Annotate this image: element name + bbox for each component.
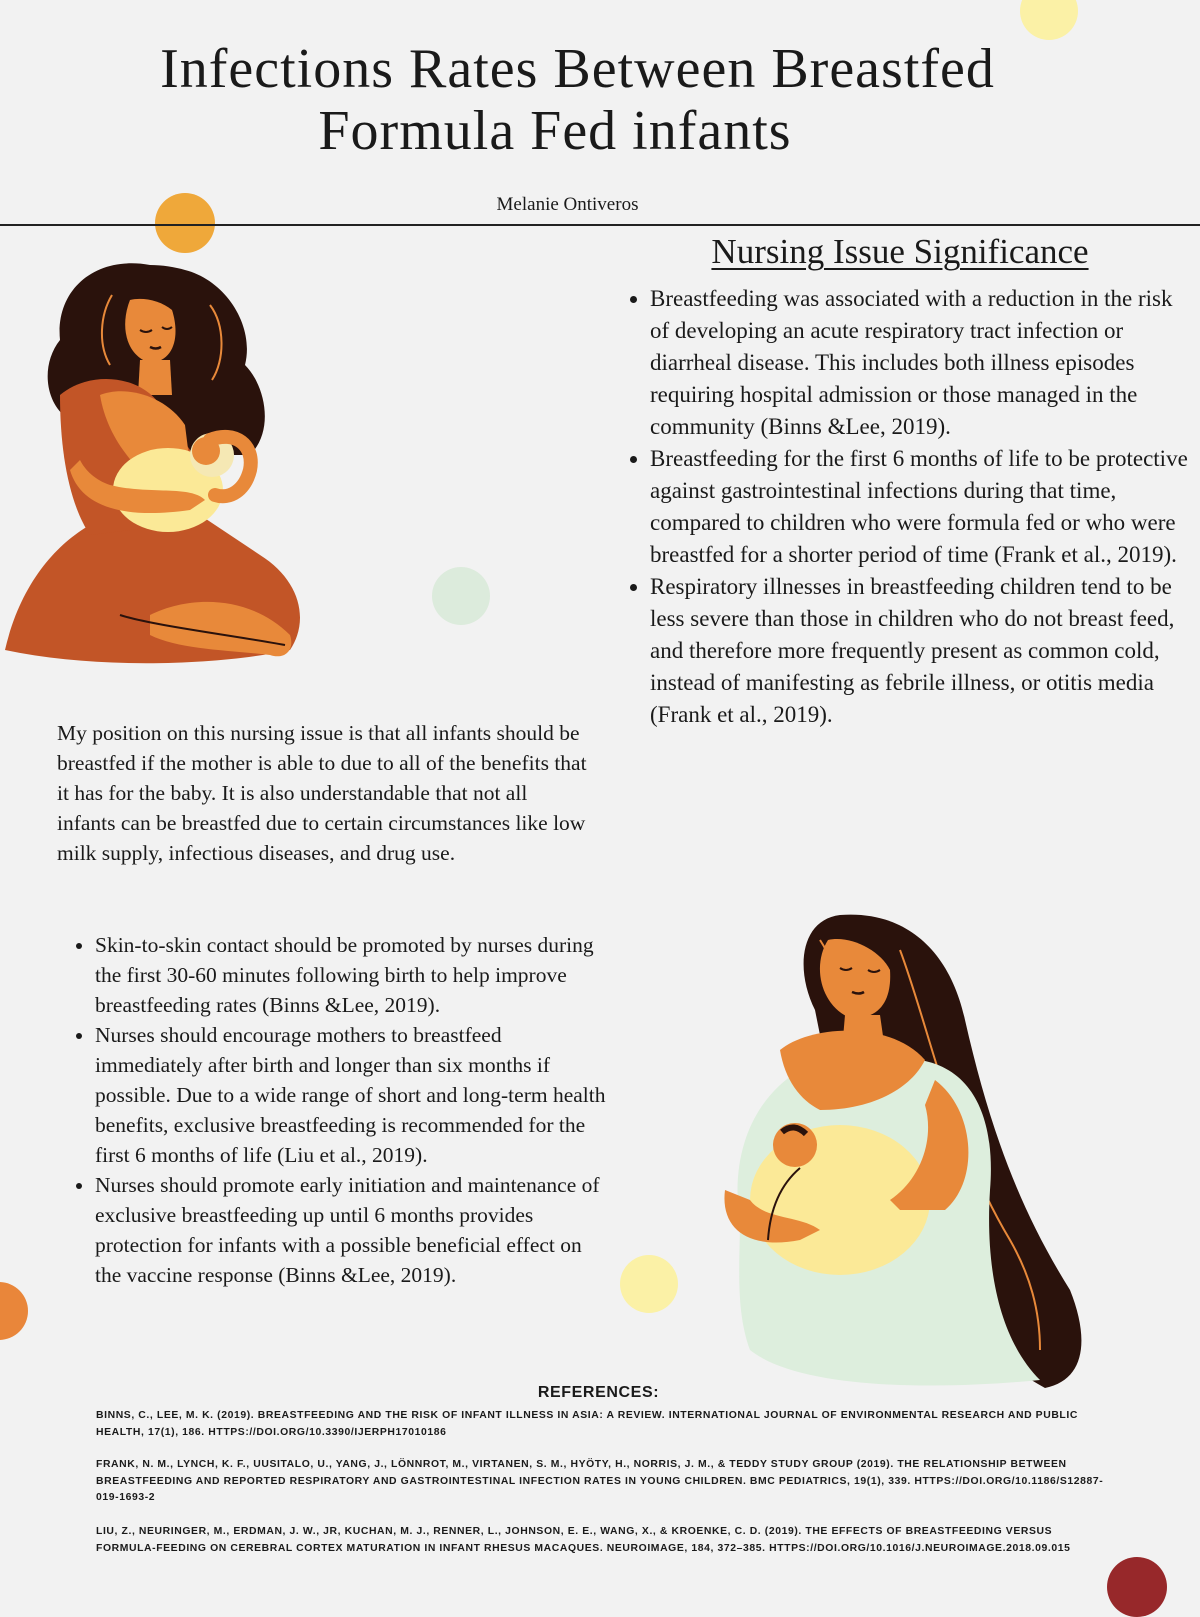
nursing-actions-list <box>73 930 610 1290</box>
author-name: Melanie Ontiveros <box>496 194 639 215</box>
breastfeeding-mother-illustration-top <box>0 255 320 695</box>
page-title-line-2: Formula Fed infants <box>318 100 792 162</box>
significance-list <box>628 283 1190 731</box>
decorative-dot-orange-left <box>0 1282 28 1340</box>
list-item: • Nurses should promote early initiation and maintenance of exclusive breastfeeding up until 6 months provides protection for infants with a possible beneficial effect on the vaccine response (Binns &Lee, 2019). <box>95 1170 610 1290</box>
decorative-dot-red <box>1107 1557 1167 1617</box>
reference-item: FRANK, N. M., LYNCH, K. F., UUSITALO, U., YANG, J., LÖNNROT, M., VIRTANEN, S. M., HYÖTY, H., NORRIS, J. M., & TEDDY STUDY GROUP (2019). THE RELATIONSHIP BETWEEN BREASTFEEDING AND REPORTED RESPIRATORY AND GASTROINTESTINAL INFECTION RATES IN YOUNG CHILDREN. BMC PEDIATRICS, 19(1), 339. HTTPS://DOI.ORG/10.1186/S12887-019-1693-2 <box>96 1459 1104 1503</box>
page-title-line-1: Infections Rates Between Breastfed <box>160 38 995 100</box>
references-heading: REFERENCES: <box>537 1384 660 1401</box>
position-statement: My position on this nursing issue is that all infants should be breastfed if the mother is able to due to all of the benefits that it has for the baby. It is also understandable that not all infants can be breastfed due to certain circumstances like low milk supply, infectious diseases, and drug use. <box>57 721 587 865</box>
list-item: • Skin-to-skin contact should be promoted by nurses during the first 30-60 minutes following birth to help improve breastfeeding rates (Binns &Lee, 2019). <box>95 930 610 1020</box>
list-item: • Respiratory illnesses in breastfeeding children tend to be less severe than those in children who do not breast feed, and therefore more frequently present as common cold, instead of manifesting as febrile illness, or otitis media (Frank et al., 2019). <box>650 571 1190 731</box>
reference-item: BINNS, C., LEE, M. K. (2019). BREASTFEEDING AND THE RISK OF INFANT ILLNESS IN ASIA: A REVIEW. INTERNATIONAL JOURNAL OF ENVIRONMENTAL RESEARCH AND PUBLIC HEALTH, 17(1), 186. HTTPS://DOI.ORG/10.3390/IJERPH17010186 <box>96 1410 1078 1438</box>
significance-heading: Nursing Issue Significance <box>711 232 1089 271</box>
decorative-dot-yellow-top <box>1020 0 1078 40</box>
header-divider <box>0 224 1200 226</box>
decorative-dot-mint <box>432 567 490 625</box>
reference-item: LIU, Z., NEURINGER, M., ERDMAN, J. W., JR, KUCHAN, M. J., RENNER, L., JOHNSON, E. E., WANG, X., & KROENKE, C. D. (2019). THE EFFECTS OF BREASTFEEDING VERSUS FORMULA-FEEDING ON CEREBRAL CORTEX MATURATION IN INFANT RHESUS MACAQUES. NEUROIMAGE, 184, 372–385. HTTPS://DOI.ORG/10.1016/J.NEUROIMAGE.2018.09.015 <box>96 1526 1071 1554</box>
list-item: • Breastfeeding for the first 6 months of life to be protective against gastrointestinal infections during that time, compared to children who were formula fed or who were breastfed for a shorter period of time (Frank et al., 2019). <box>650 443 1190 571</box>
list-item: • Breastfeeding was associated with a reduction in the risk of developing an acute respiratory tract infection or diarrheal disease. This includes both illness episodes requiring hospital admission or those managed in the community (Binns &Lee, 2019). <box>650 283 1190 443</box>
list-item: • Nurses should encourage mothers to breastfeed immediately after birth and longer than six months if possible. Due to a wide range of short and long-term health benefits, exclusive breastfeeding is recommended for the first 6 months of life (Liu et al., 2019). <box>95 1020 610 1170</box>
page-title <box>0 38 1200 162</box>
breastfeeding-mother-illustration-bottom <box>720 910 1090 1390</box>
decorative-dot-yellow-bottom <box>620 1255 678 1313</box>
